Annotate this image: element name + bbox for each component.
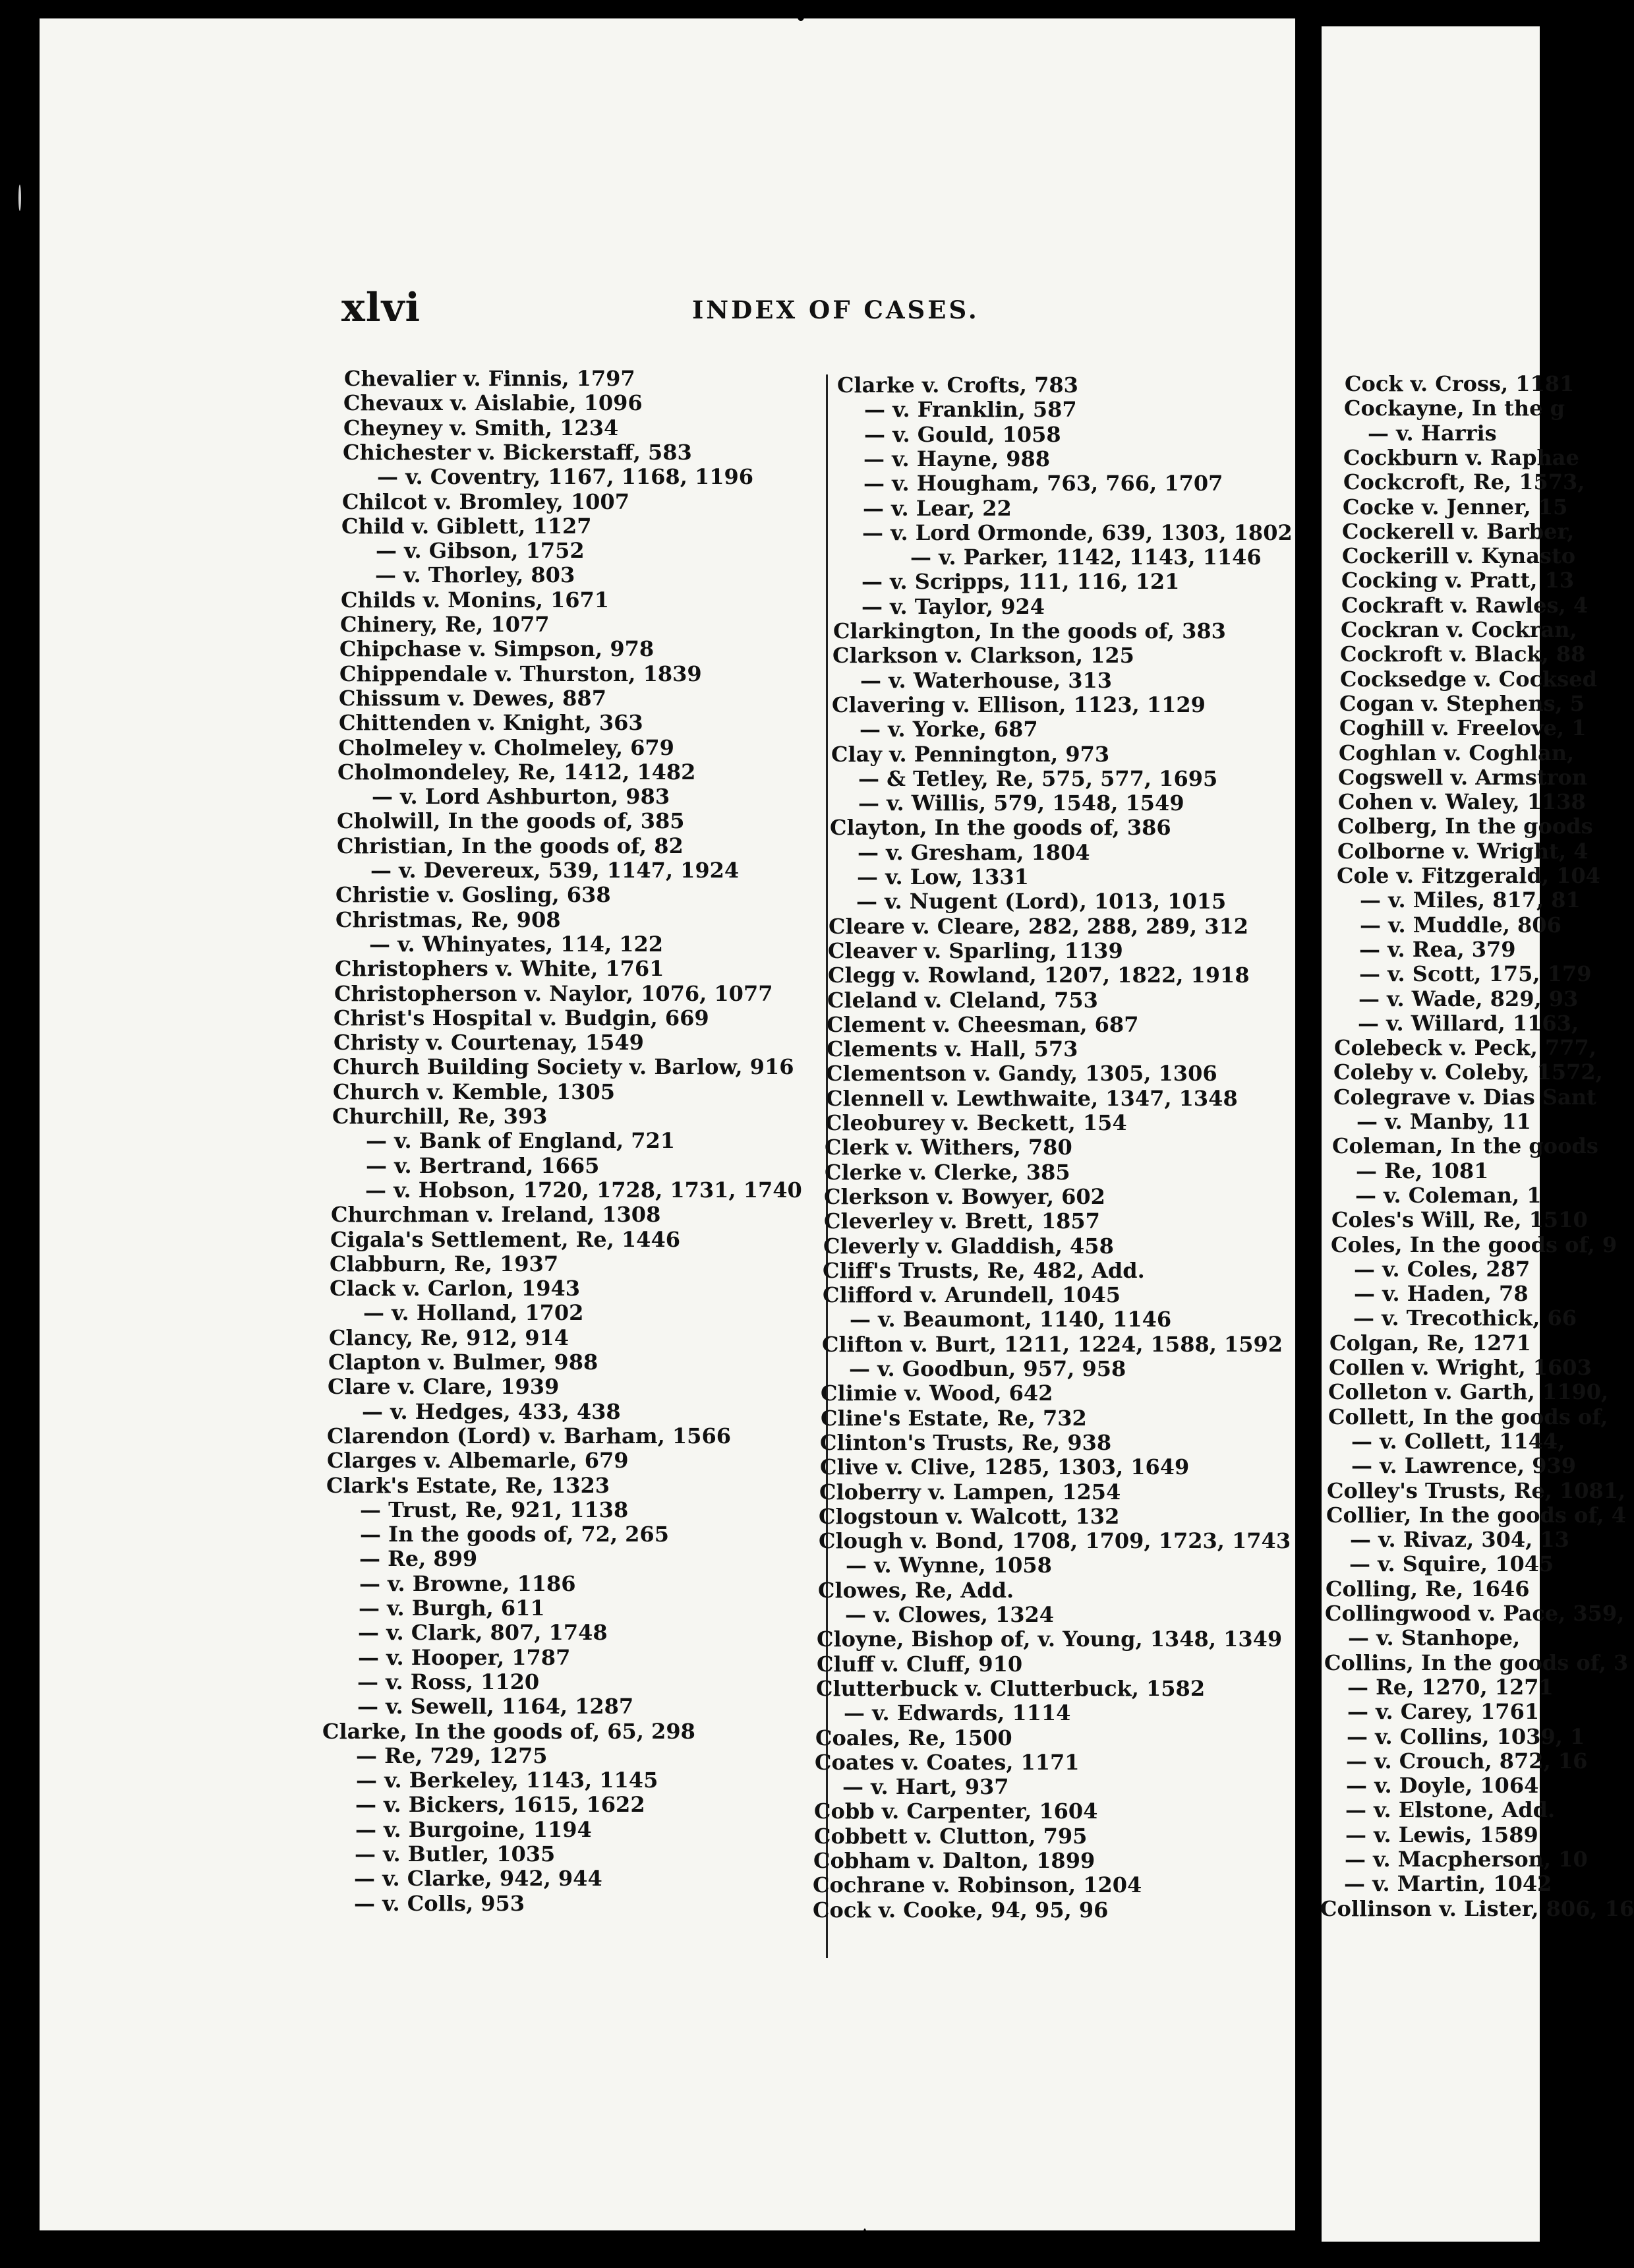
- index-entry: — v. Hooper, 1787: [358, 1645, 571, 1670]
- index-entry: Clifford v. Arundell, 1045: [823, 1282, 1121, 1307]
- index-entry: Coles, In the goods of, 9: [1331, 1232, 1618, 1257]
- index-entry: Clifton v. Burt, 1211, 1224, 1588, 1592: [822, 1332, 1283, 1357]
- index-entry: — v. Hobson, 1720, 1728, 1731, 1740: [365, 1178, 802, 1203]
- index-entry: Cloberry v. Lampen, 1254: [819, 1479, 1121, 1505]
- index-entry: — v. Waterhouse, 313: [860, 668, 1113, 693]
- index-entry: — Re, 729, 1275: [356, 1743, 548, 1768]
- index-entry: Cheyney v. Smith, 1234: [343, 415, 619, 440]
- index-entry: — v. Manby, 11: [1357, 1109, 1531, 1134]
- index-entry: — v. Ross, 1120: [357, 1669, 540, 1694]
- index-entry: — v. Gresham, 1804: [858, 840, 1090, 865]
- index-entry: — v. Yorke, 687: [860, 717, 1038, 742]
- index-entry: Coleman, In the goods: [1332, 1133, 1598, 1158]
- index-entry: Clabburn, Re, 1937: [330, 1251, 559, 1276]
- index-entry: — v. Beaumont, 1140, 1146: [850, 1307, 1172, 1332]
- index-entry: — v. Browne, 1186: [359, 1571, 576, 1596]
- index-entry: Clogstoun v. Walcott, 132: [819, 1504, 1120, 1529]
- index-entry: Cockayne, In the g: [1344, 396, 1565, 421]
- index-entry: — v. Lord Ormonde, 639, 1303, 1802: [862, 520, 1293, 545]
- index-entry: — v. Coventry, 1167, 1168, 1196: [377, 464, 754, 489]
- scan-blemish: [18, 185, 21, 211]
- index-entry: Cobbett v. Clutton, 795: [814, 1824, 1088, 1849]
- index-entry: Coleby v. Coleby, 1572,: [1333, 1059, 1603, 1085]
- index-entry: — v. Hayne, 988: [863, 446, 1051, 471]
- index-entry: — v. Rivaz, 304, 13: [1350, 1527, 1569, 1552]
- index-entry: — v. Nugent (Lord), 1013, 1015: [856, 889, 1227, 914]
- index-entry: Clack v. Carlon, 1943: [330, 1276, 580, 1301]
- index-entry: Clementson v. Gandy, 1305, 1306: [826, 1061, 1217, 1086]
- index-entry: — Re, 1270, 1271: [1347, 1675, 1554, 1700]
- index-entry: Clerke v. Clerke, 385: [825, 1160, 1070, 1185]
- index-entry: Clowes, Re, Add.: [818, 1578, 1014, 1603]
- index-entry: Collier, In the goods of, 4: [1326, 1503, 1626, 1528]
- index-entry: — v. Holland, 1702: [363, 1300, 584, 1325]
- index-entry: — v. Low, 1331: [857, 864, 1029, 889]
- index-entry: Clement v. Cheesman, 687: [827, 1012, 1139, 1037]
- index-entry: Cleoburey v. Beckett, 154: [825, 1110, 1127, 1135]
- index-entry: Chinery, Re, 1077: [340, 612, 550, 637]
- index-entry: Cockerill v. Kynasto: [1342, 543, 1576, 568]
- index-entry: Clements v. Hall, 573: [827, 1036, 1078, 1061]
- index-entry: Chittenden v. Knight, 363: [339, 710, 643, 735]
- index-entry: Cobb v. Carpenter, 1604: [814, 1799, 1098, 1824]
- index-entry: Clark's Estate, Re, 1323: [326, 1473, 610, 1498]
- index-entry: Clinton's Trusts, Re, 938: [820, 1430, 1112, 1455]
- index-entry: — Re, 1081: [1356, 1158, 1489, 1183]
- index-entry: — v. Scripps, 111, 116, 121: [861, 569, 1180, 594]
- index-entry: Cockran v. Cockran,: [1341, 617, 1577, 642]
- index-entry: — v. Coleman, 1: [1355, 1183, 1542, 1208]
- index-entry: Clarges v. Albemarle, 679: [327, 1448, 629, 1473]
- index-entry: Coales, Re, 1500: [815, 1725, 1012, 1750]
- index-entry: Collinson v. Lister, 806, 16: [1320, 1896, 1634, 1921]
- index-entry: Cloyne, Bishop of, v. Young, 1348, 1349: [817, 1626, 1283, 1652]
- index-entry: Coghill v. Freelove, 1: [1339, 715, 1587, 740]
- index-entry: Cleverley v. Brett, 1857: [824, 1209, 1100, 1234]
- index-entry: — v. Elstone, Add.: [1345, 1797, 1556, 1822]
- index-entry: Christopherson v. Naylor, 1076, 1077: [334, 981, 773, 1006]
- index-entry: Collins, In the goods of, 3: [1324, 1650, 1629, 1675]
- index-entry: — v. Hougham, 763, 766, 1707: [863, 471, 1223, 496]
- index-entry: Clarendon (Lord) v. Barham, 1566: [327, 1423, 731, 1448]
- index-entry: — v. Clarke, 942, 944: [354, 1866, 602, 1891]
- index-entry: — v. Miles, 817, 81: [1360, 887, 1581, 912]
- index-entry: — v. Whinyates, 114, 122: [369, 932, 664, 957]
- index-entry: Cleland v. Cleland, 753: [827, 988, 1098, 1013]
- index-entry: — & Tetley, Re, 575, 577, 1695: [858, 766, 1218, 791]
- index-entry: — v. Gould, 1058: [864, 422, 1061, 447]
- index-entry: — v. Martin, 1042: [1344, 1871, 1552, 1896]
- index-entry: Clarke, In the goods of, 65, 298: [322, 1719, 695, 1744]
- index-entry: Clancy, Re, 912, 914: [329, 1325, 569, 1350]
- index-entry: Clavering v. Ellison, 1123, 1129: [832, 692, 1206, 717]
- index-entry: Cocke v. Jenner, 15: [1343, 494, 1568, 520]
- index-entry: Coles's Will, Re, 1510: [1331, 1207, 1588, 1232]
- index-entry: Cockraft v. Rawles, 4: [1341, 593, 1589, 618]
- index-entry: Cliff's Trusts, Re, 482, Add.: [823, 1258, 1145, 1283]
- index-entry: — v. Doyle, 1064: [1346, 1773, 1539, 1798]
- index-entry: Clerk v. Withers, 780: [825, 1135, 1072, 1160]
- index-entry: Clegg v. Rowland, 1207, 1822, 1918: [828, 963, 1250, 988]
- index-entry: Cogswell v. Armstron: [1338, 765, 1588, 790]
- scan-blemish: [796, 1, 805, 21]
- index-entry: Cigala's Settlement, Re, 1446: [330, 1227, 680, 1252]
- index-entry: — v. Squire, 1045: [1349, 1551, 1554, 1576]
- index-entry: Climie v. Wood, 642: [821, 1381, 1053, 1406]
- index-entry: — v. Franklin, 587: [864, 397, 1077, 422]
- index-entry: — v. Colls, 953: [354, 1891, 525, 1916]
- index-entry: Clarkson v. Clarkson, 125: [832, 643, 1134, 668]
- index-entry: Colborne v. Wright, 4: [1337, 839, 1589, 864]
- index-entry: Colling, Re, 1646: [1326, 1576, 1530, 1601]
- index-entry: Cockburn v. Raphae: [1343, 445, 1579, 470]
- index-entry: Clare v. Clare, 1939: [328, 1374, 560, 1399]
- index-entry: Cockcroft, Re, 1573,: [1343, 469, 1585, 494]
- index-entry: Child v. Giblett, 1127: [341, 514, 592, 539]
- index-entry: — v. Bertrand, 1665: [366, 1153, 600, 1178]
- index-entry: Cohen v. Waley, 1138: [1338, 789, 1586, 814]
- index-entry: Collen v. Wright, 1603: [1329, 1355, 1592, 1380]
- index-entry: — v. Harris: [1368, 421, 1497, 446]
- scan-blemish: [862, 2228, 867, 2263]
- index-entry: Cochrane v. Robinson, 1204: [813, 1872, 1142, 1897]
- index-entry: — v. Burgh, 611: [359, 1596, 545, 1621]
- index-entry: Clayton, In the goods of, 386: [830, 815, 1171, 840]
- index-entry: — v. Haden, 78: [1354, 1281, 1529, 1306]
- index-entry: — v. Burgoine, 1194: [355, 1817, 592, 1842]
- index-entry: — v. Gibson, 1752: [376, 538, 585, 563]
- index-entry: — v. Sewell, 1164, 1287: [357, 1694, 634, 1719]
- page-folio: xlvi: [341, 285, 421, 331]
- index-entry: Cobham v. Dalton, 1899: [813, 1848, 1095, 1873]
- index-entry: — v. Wynne, 1058: [846, 1553, 1052, 1578]
- index-entry: Clutterbuck v. Clutterbuck, 1582: [816, 1676, 1206, 1701]
- index-entry: Colegrave v. Dias Sant: [1333, 1085, 1596, 1110]
- index-entry: Clive v. Clive, 1285, 1303, 1649: [820, 1454, 1190, 1479]
- index-entry: — v. Hart, 937: [842, 1774, 1009, 1799]
- index-entry: Collingwood v. Pace, 359,: [1325, 1601, 1625, 1626]
- index-entry: Cluff v. Cluff, 910: [817, 1652, 1023, 1677]
- index-entry: — v. Clark, 807, 1748: [358, 1620, 608, 1645]
- index-entry: Cocking v. Pratt, 13: [1341, 568, 1575, 593]
- index-entry: Cogan v. Stephens, 5: [1339, 691, 1585, 716]
- index-entry: Churchill, Re, 393: [332, 1104, 548, 1129]
- index-entry: — v. Butler, 1035: [355, 1841, 556, 1866]
- index-entry: Churchman v. Ireland, 1308: [331, 1202, 661, 1227]
- index-entry: — v. Bickers, 1615, 1622: [355, 1792, 645, 1817]
- index-entry: Chevalier v. Finnis, 1797: [344, 366, 635, 391]
- index-entry: — v. Lawrence, 939: [1351, 1453, 1576, 1478]
- index-entry: Chichester v. Bickerstaff, 583: [343, 440, 692, 465]
- index-entry: Cleare v. Cleare, 282, 288, 289, 312: [829, 914, 1248, 939]
- index-entry: — v. Scott, 175, 179: [1359, 961, 1592, 986]
- index-entry: Clarkington, In the goods of, 383: [833, 618, 1226, 643]
- index-entry: Chilcot v. Bromley, 1007: [342, 489, 629, 514]
- index-entry: — v. Rea, 379: [1359, 937, 1516, 962]
- index-entry: Cholmondeley, Re, 1412, 1482: [337, 760, 696, 785]
- index-entry: Collett, In the goods of,: [1328, 1404, 1608, 1429]
- index-entry: Cock v. Cooke, 94, 95, 96: [813, 1897, 1109, 1923]
- index-entry: — v. Lear, 22: [863, 496, 1012, 521]
- index-entry: Christy v. Courtenay, 1549: [334, 1030, 644, 1055]
- index-entry: — v. Wade, 829, 93: [1358, 986, 1579, 1011]
- index-entry: Cockerell v. Barber,: [1342, 519, 1575, 544]
- index-entry: Christian, In the goods of, 82: [337, 833, 684, 858]
- index-entry: Christmas, Re, 908: [336, 907, 561, 932]
- index-entry: — v. Lewis, 1589: [1345, 1822, 1538, 1847]
- index-entry: Christophers v. White, 1761: [335, 956, 664, 981]
- index-entry: Cleverly v. Gladdish, 458: [823, 1234, 1114, 1259]
- index-entry: — v. Trecothick, 66: [1353, 1305, 1577, 1330]
- index-entry: Cleaver v. Sparling, 1139: [828, 938, 1123, 963]
- index-entry: — v. Carey, 1761: [1347, 1699, 1540, 1724]
- index-entry: — v. Muddle, 806: [1360, 912, 1561, 938]
- index-entry: Colebeck v. Peck, 777,: [1334, 1035, 1596, 1060]
- page-header: [0, 285, 1540, 331]
- index-entry: — v. Parker, 1142, 1143, 1146: [910, 545, 1262, 570]
- index-entry: Chevaux v. Aislabie, 1096: [343, 390, 643, 415]
- index-entry: Cole v. Fitzgerald, 104: [1337, 863, 1600, 888]
- index-entry: — v. Clowes, 1324: [845, 1602, 1055, 1627]
- index-entry: Childs v. Monins, 1671: [341, 587, 610, 612]
- index-entry: Cocksedge v. Cocksed: [1340, 667, 1597, 692]
- index-entry: — v. Berkeley, 1143, 1145: [356, 1768, 658, 1793]
- index-entry: — v. Devereux, 539, 1147, 1924: [370, 858, 740, 883]
- index-entry: — v. Stanhope,: [1348, 1625, 1521, 1650]
- index-entry: — v. Macpherson, 10: [1345, 1847, 1588, 1872]
- index-entry: Clough v. Bond, 1708, 1709, 1723, 1743: [819, 1528, 1291, 1553]
- index-entry: Colberg, In the goods: [1337, 814, 1593, 839]
- index-entry: — v. Collett, 1144,: [1351, 1429, 1565, 1454]
- index-entry: — v. Bank of England, 721: [366, 1128, 676, 1153]
- index-entry: — v. Taylor, 924: [861, 594, 1045, 619]
- index-entry: Cholmeley v. Cholmeley, 679: [338, 735, 674, 760]
- index-entry: Coates v. Coates, 1171: [815, 1750, 1080, 1775]
- index-entry: Clapton v. Bulmer, 988: [328, 1350, 598, 1375]
- index-entry: Church v. Kemble, 1305: [333, 1079, 615, 1104]
- index-entry: Christ's Hospital v. Budgin, 669: [334, 1005, 709, 1030]
- index-entry: Church Building Society v. Barlow, 916: [333, 1054, 794, 1079]
- index-entry: Coghlan v. Coghlan,: [1339, 740, 1575, 765]
- index-entry: Clay v. Pennington, 973: [831, 742, 1110, 767]
- index-entry: — v. Crouch, 872, 16: [1346, 1748, 1588, 1774]
- running-title: INDEX OF CASES.: [692, 295, 979, 324]
- index-entry: Chissum v. Dewes, 887: [339, 686, 606, 711]
- index-entry: Cline's Estate, Re, 732: [821, 1406, 1087, 1431]
- index-entry: — v. Goodbun, 957, 958: [849, 1356, 1126, 1381]
- index-entry: Colgan, Re, 1271: [1329, 1330, 1531, 1356]
- index-entry: Cholwill, In the goods of, 385: [337, 808, 685, 833]
- index-entry: Cock v. Cross, 1181: [1345, 371, 1575, 396]
- index-entry: — v. Edwards, 1114: [844, 1700, 1071, 1725]
- index-entry: Clennell v. Lewthwaite, 1347, 1348: [826, 1086, 1238, 1111]
- index-entry: — v. Willis, 579, 1548, 1549: [858, 791, 1184, 816]
- index-entry: — In the goods of, 72, 265: [360, 1522, 669, 1547]
- index-entry: — v. Hedges, 433, 438: [362, 1399, 621, 1424]
- index-entry: — v. Lord Ashburton, 983: [372, 784, 670, 809]
- index-entry: — v. Willard, 1163,: [1358, 1011, 1579, 1036]
- index-entry: — v. Collins, 1039, 1: [1347, 1724, 1585, 1749]
- index-entry: — v. Thorley, 803: [375, 562, 575, 587]
- index-entry: — Re, 899: [359, 1546, 478, 1571]
- index-entry: Cockroft v. Black, 88: [1340, 642, 1586, 667]
- index-entry: — Trust, Re, 921, 1138: [360, 1497, 629, 1522]
- index-entry: Chipchase v. Simpson, 978: [339, 636, 655, 661]
- index-entry: Christie v. Gosling, 638: [336, 882, 611, 907]
- index-entry: Chippendale v. Thurston, 1839: [339, 661, 702, 686]
- index-entry: Clarke v. Crofts, 783: [837, 373, 1078, 398]
- index-entry: Colleton v. Garth, 1190,: [1328, 1379, 1609, 1404]
- index-entry: — v. Coles, 287: [1354, 1257, 1531, 1282]
- index-entry: Clerkson v. Bowyer, 602: [824, 1184, 1105, 1209]
- index-entry: Colley's Trusts, Re, 1081,: [1327, 1478, 1626, 1503]
